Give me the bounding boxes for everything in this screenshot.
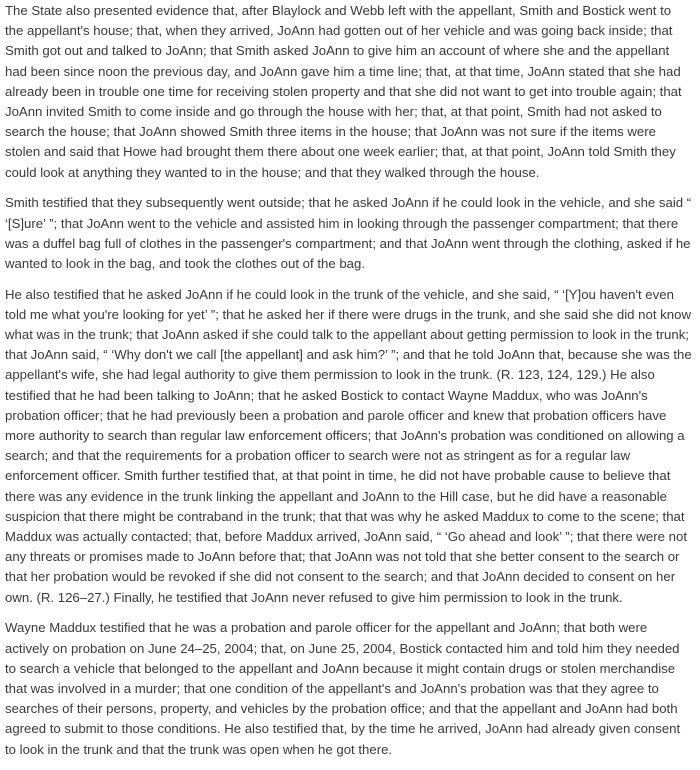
paragraph-trunk-consent: He also testified that he asked JoAnn if he could look in the trunk of the vehicle, and she said, “ ‘[Y]ou haven't even told me what you're looking for yet’ ”; that he asked her if there were drugs in the trunk, and she said she did not know what was in the trunk; that JoAnn asked if she could talk to the appellant about getting permission to look in the trunk; that JoAnn said, “ ‘Why don't we call [the appellant] and ask him?’ ”; and that he told JoAnn that, because she was the appellant's wife, she had legal authority to give them permission to look in the trunk. (R. 123, 124, 129.) He also testified that he had been talking to JoAnn; that he asked Bostick to contact Wayne Maddux, who was JoAnn's probation officer; that he had previously been a probation and parole officer and knew that probation officers have more authority to search than regular law enforcement officers; that JoAnn's probation was conditioned on allowing a search; and that the requirements for a probation officer to search were not as stringent as for a regular law enforcement officer. Smith further testified that, at that point in time, he did not have probable cause to believe that there was any evidence in the trunk linking the appellant and JoAnn to the Hill case, but he did have a reasonable suspicion that there might be contraband in the trunk; that that was why he asked Maddux to come to the scene; that Maddux was actually contacted; that, before Maddux arrived, JoAnn said, “ ‘Go ahead and look’ ”; that there were not any threats or promises made to JoAnn before that; that JoAnn was not told that she better consent to the search or that her probation would be revoked if she did not consent to the search; and that JoAnn decided to consent on her own. (R. 126–27.) Finally, he testified that JoAnn never refused to give him permission to look in the trunk. [5,286,692,605]
paragraph-smith-vehicle-search: Smith testified that they subsequently went outside; that he asked JoAnn if he could look in the vehicle, and she said “ ‘[S]ure’ ”; that JoAnn went to the vehicle and assisted him in looking through the passenger compartment; that there was a duffel bag full of clothes in the passenger's compartment; and that JoAnn went through the clothing, asked if he wanted to look in the bag, and took the clothes out of the bag. [5,195,692,271]
paragraph-maddux-testimony: Wayne Maddux testified that he was a probation and parole officer for the appellant and JoAnn; that both were actively on probation on June 24–25, 2004; that, on June 25, 2004, Bostick contacted him and told him they needed to search a vehicle that belonged to the appellant and JoAnn because it might contain drugs or stolen merchandise that was involved in a murder; that one condition of the appellant's and JoAnn's probation was that they agree to searches of their persons, property, and vehicles by the probation office; and that the appellant and JoAnn had both agreed to submit to those conditions. He also testified that, by the time he arrived, JoAnn had already given consent to look in the trunk and that the trunk was open when he got there. [5,620,681,757]
paragraph-state-evidence: The State also presented evidence that, after Blaylock and Webb left with the appellant, Smith and Bostick went to the appellant's house; that, when they arrived, JoAnn had gotten out of her vehicle and was going back inside; that Smith got out and talked to JoAnn; that Smith asked JoAnn to give him an account of where she and the appellant had been since noon the previous day, and JoAnn gave him a time line; that, at that time, JoAnn stated that she had already been in trouble one time for receiving stolen property and that she did not want to get into trouble again; that JoAnn invited Smith to come inside and go through the house with her; that, at that point, Smith had not asked to search the house; that JoAnn showed Smith three items in the house; that JoAnn was not sure if the items were stolen and said that Howe had brought them there about one week earlier; that, at that point, JoAnn told Smith they could look at anything they wanted to in the house; and that they walked through the house. [5,3,682,180]
document-body [5,1,693,770]
